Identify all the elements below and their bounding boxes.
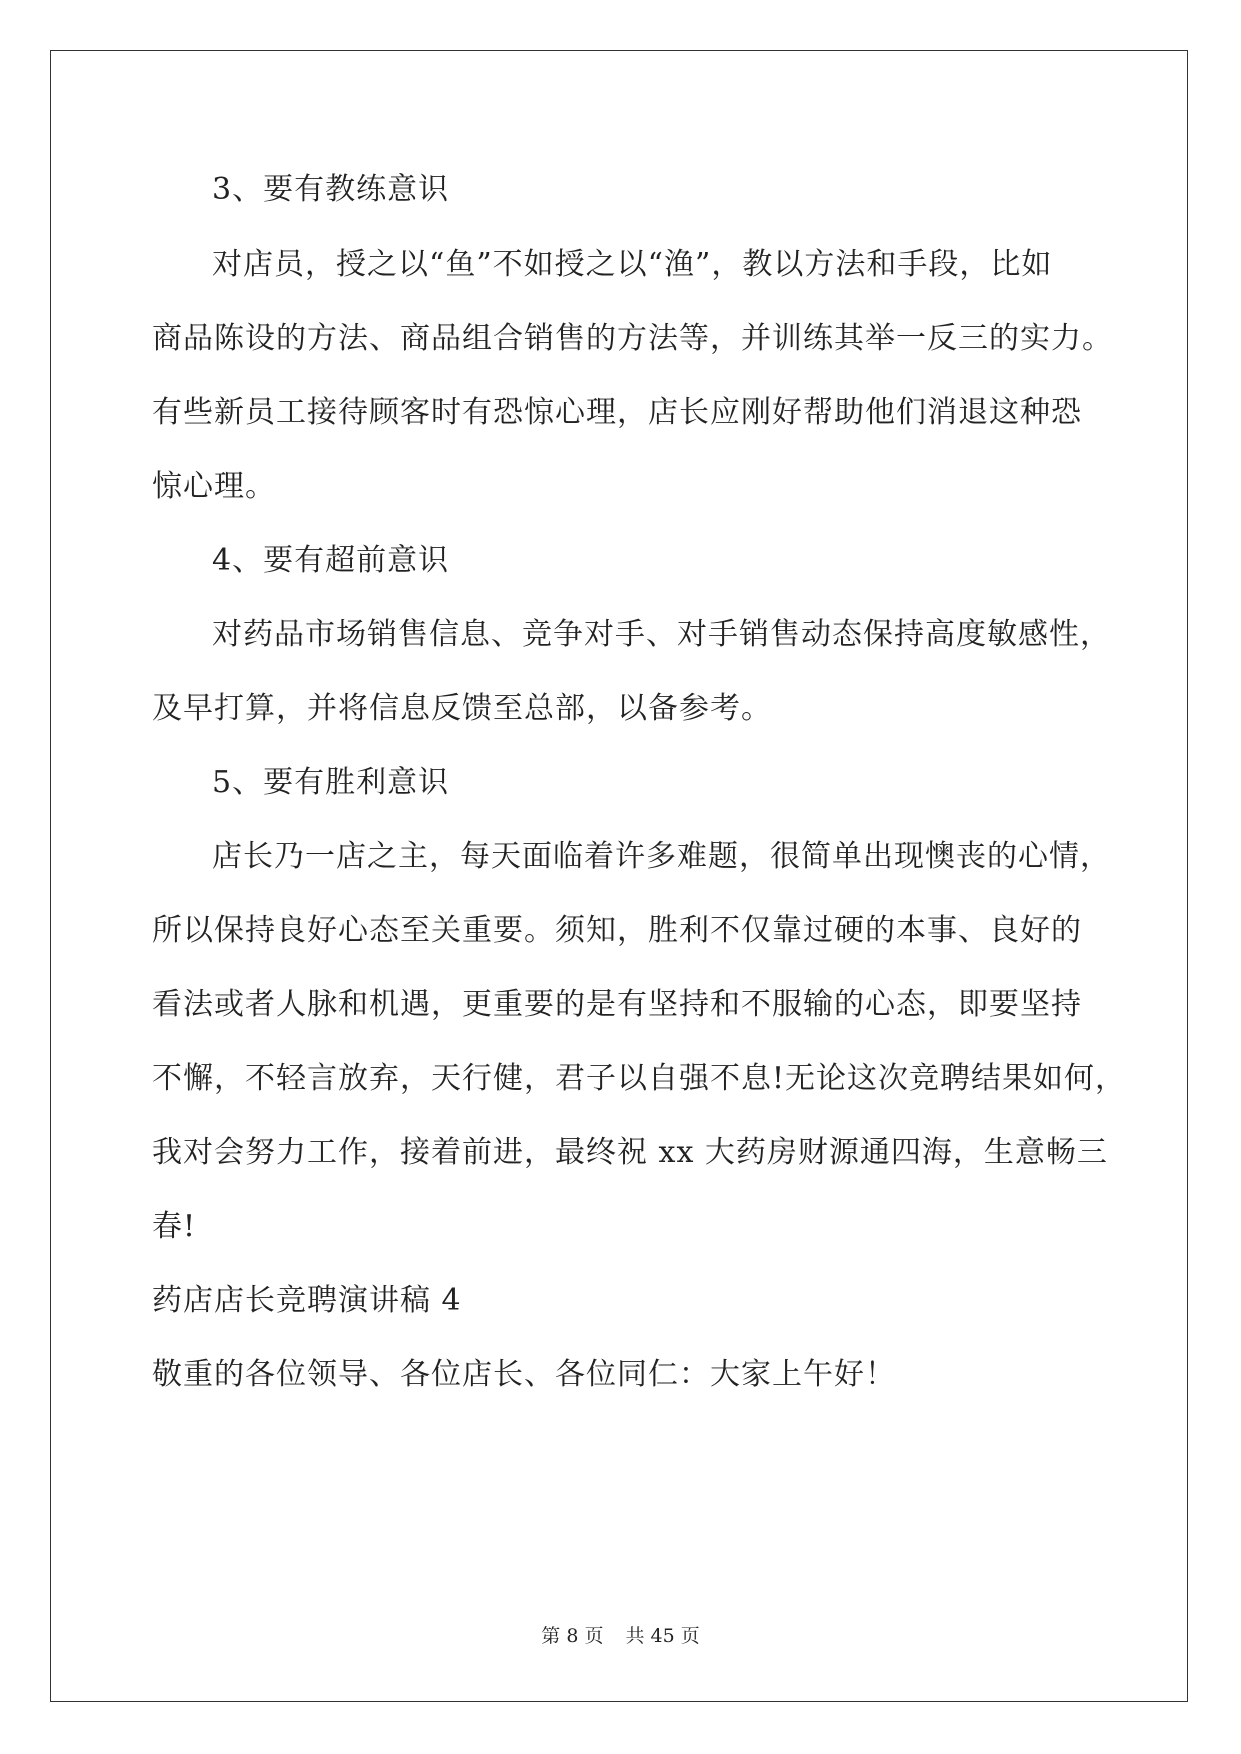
paragraph-line: 春! — [152, 1209, 197, 1244]
paragraph-line: 对店员，授之以“鱼”不如授之以“渔”，教以方法和手段，比如 — [212, 247, 1053, 282]
paragraph-line: 及早打算，并将信息反馈至总部，以备参考。 — [152, 691, 772, 726]
paragraph-line: 对药品市场销售信息、竞争对手、对手销售动态保持高度敏感性， — [212, 617, 1111, 652]
page-number: 第 8 页 — [541, 1625, 604, 1647]
paragraph-line: 不懈，不轻言放弃，天行健，君子以自强不息!无论这次竞聘结果如何， — [152, 1061, 1127, 1096]
paragraph-line: 惊心理。 — [152, 469, 276, 504]
paragraph-line: 店长乃一店之主，每天面临着许多难题，很简单出现懊丧的心情， — [212, 839, 1111, 874]
section-heading-4: 4、要有超前意识 — [212, 543, 450, 578]
section-heading-5: 5、要有胜利意识 — [212, 765, 450, 800]
document-title: 药店店长竞聘演讲稿 4 — [152, 1283, 462, 1318]
page-total: 共 45 页 — [625, 1625, 700, 1647]
paragraph-line: 看法或者人脉和机遇，更重要的是有坚持和不服输的心态，即要坚持 — [152, 987, 1082, 1022]
paragraph-line: 我对会努力工作，接着前进，最终祝 xx 大药房财源通四海，生意畅三 — [152, 1135, 1108, 1170]
paragraph-line: 所以保持良好心态至关重要。须知，胜利不仅靠过硬的本事、良好的 — [152, 913, 1082, 948]
paragraph-line: 商品陈设的方法、商品组合销售的方法等，并训练其举一反三的实力。 — [152, 321, 1113, 356]
paragraph-line: 有些新员工接待顾客时有恐惊心理，店长应刚好帮助他们消退这种恐 — [152, 395, 1082, 430]
section-heading-3: 3、要有教练意识 — [212, 172, 450, 207]
salutation-line: 敬重的各位领导、各位店长、各位同仁：大家上午好！ — [152, 1357, 896, 1392]
page-footer — [0, 1624, 1241, 1648]
